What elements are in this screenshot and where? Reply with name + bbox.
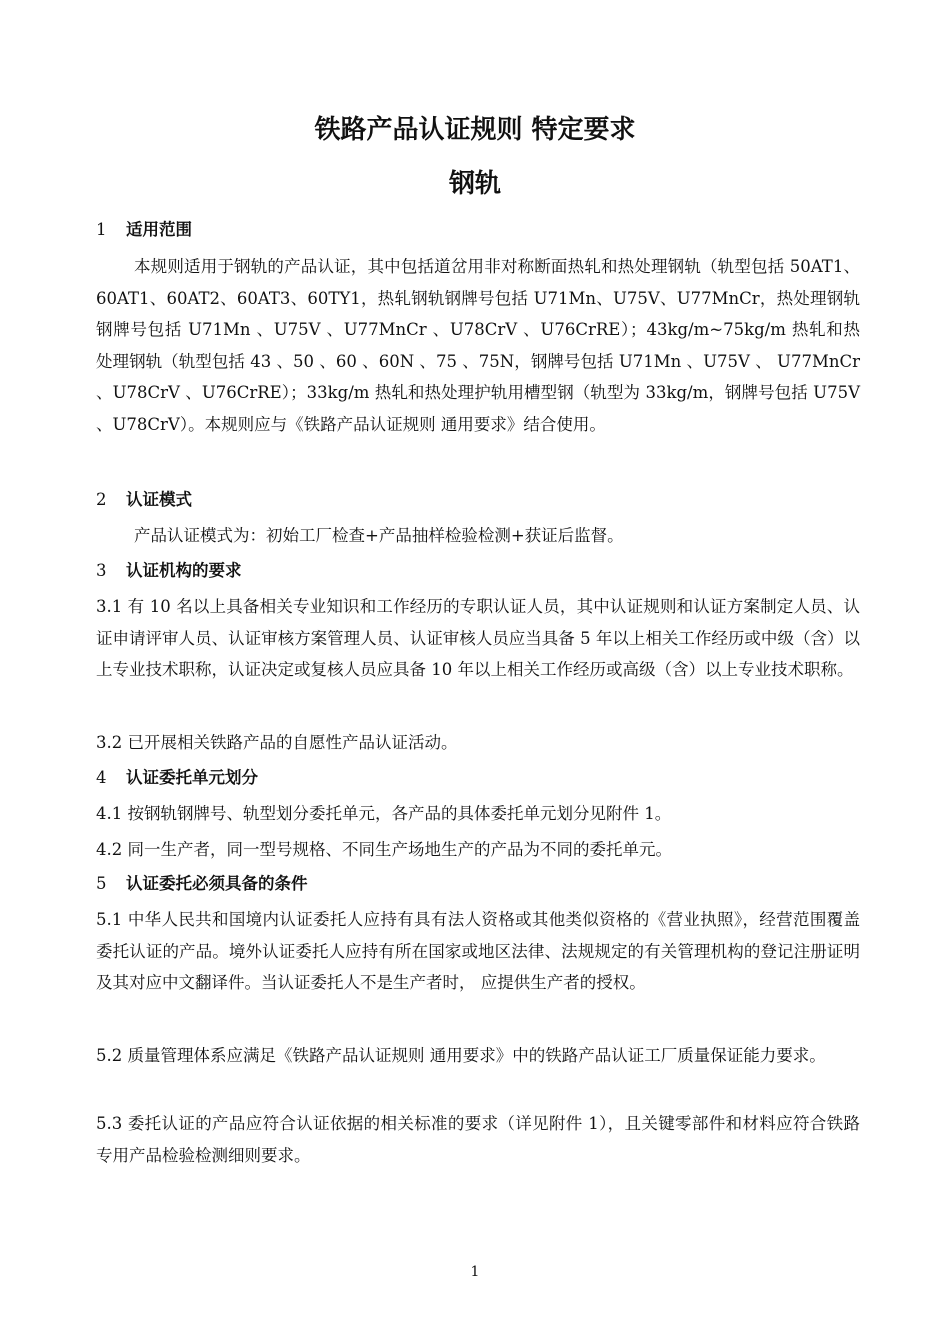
section-number: 1 xyxy=(96,220,107,239)
section-number: 5 xyxy=(96,874,107,893)
section-title: 适用范围 xyxy=(126,220,192,239)
paragraph-4-2: 4.2 同一生产者，同一型号规格、不同生产场地生产的产品为不同的委托单元。 xyxy=(96,840,672,859)
paragraph-3-1: 3.1 有 10 名以上具备相关专业知识和工作经历的专职认证人员，其中认证规则和认证方案制定人员、认证申请评审人员、认证审核方案管理人员、认证审核人员应当具备 5 年以上相关工作经历或中级（含）以上专业技术职称，认证决定或复核人员应具备 10 年以上相关工作经历或高级（含）以上专业技术职称。 xyxy=(96,597,860,679)
paragraph-scope: 本规则适用于钢轨的产品认证，其中包括道岔用非对称断面热轧和热处理钢轨（轨型包括 50AT1、60AT1、60AT2、60AT3、60TY1，热轧钢轨钢牌号包括 U71Mn、U75V、U77MnCr，热处理钢轨钢牌号包括 U71Mn 、U75V 、U77MnCr 、U78CrV 、U76CrRE）；43kg/m~75kg/m 热轧和热处理钢轨（轨型包括 43 、50 、60 、60N 、75 、75N，钢牌号包括 U71Mn 、U75V 、 U77MnCr 、U78CrV 、U76CrRE）；33kg/m 热轧和热处理护轨用槽型钢（轨型为 33kg/m，钢牌号包括 U75V 、U78CrV）。本规则应与《铁路产品认证规则 通用要求》结合使用。 xyxy=(96,257,860,434)
section-heading-2 xyxy=(96,484,860,516)
section-title: 认证委托必须具备的条件 xyxy=(126,874,308,893)
section-heading-3 xyxy=(96,555,860,587)
section-number: 4 xyxy=(96,768,107,787)
paragraph-certification-mode: 产品认证模式为：初始工厂检查+产品抽样检验检测+获证后监督。 xyxy=(134,526,624,545)
document-subtitle: 钢轨 xyxy=(448,169,501,199)
section-heading-1 xyxy=(96,214,860,246)
paragraph-5-2: 5.2 质量管理体系应满足《铁路产品认证规则 通用要求》中的铁路产品认证工厂质量保证能力要求。 xyxy=(96,1046,826,1065)
page-number: 1 xyxy=(470,1264,480,1280)
section-title: 认证委托单元划分 xyxy=(126,768,258,787)
paragraph-5-3: 5.3 委托认证的产品应符合认证依据的相关标准的要求（详见附件 1），且关键零部件和材料应符合铁路专用产品检验检测细则要求。 xyxy=(96,1114,860,1165)
paragraph-4-1: 4.1 按钢轨钢牌号、轨型划分委托单元，各产品的具体委托单元划分见附件 1。 xyxy=(96,804,672,823)
section-number: 3 xyxy=(96,561,107,580)
section-title: 认证模式 xyxy=(126,490,192,509)
section-number: 2 xyxy=(96,490,107,509)
section-heading-4 xyxy=(96,762,860,794)
section-heading-5 xyxy=(96,868,860,900)
document-title: 铁路产品认证规则 特定要求 xyxy=(314,115,636,145)
paragraph-5-1: 5.1 中华人民共和国境内认证委托人应持有具有法人资格或其他类似资格的《营业执照》，经营范围覆盖委托认证的产品。境外认证委托人应持有所在国家或地区法律、法规规定的有关管理机构的登记注册证明及其对应中文翻译件。当认证委托人不是生产者时， 应提供生产者的授权。 xyxy=(96,910,860,992)
paragraph-3-2: 3.2 已开展相关铁路产品的自愿性产品认证活动。 xyxy=(96,733,458,752)
section-title: 认证机构的要求 xyxy=(126,561,242,580)
